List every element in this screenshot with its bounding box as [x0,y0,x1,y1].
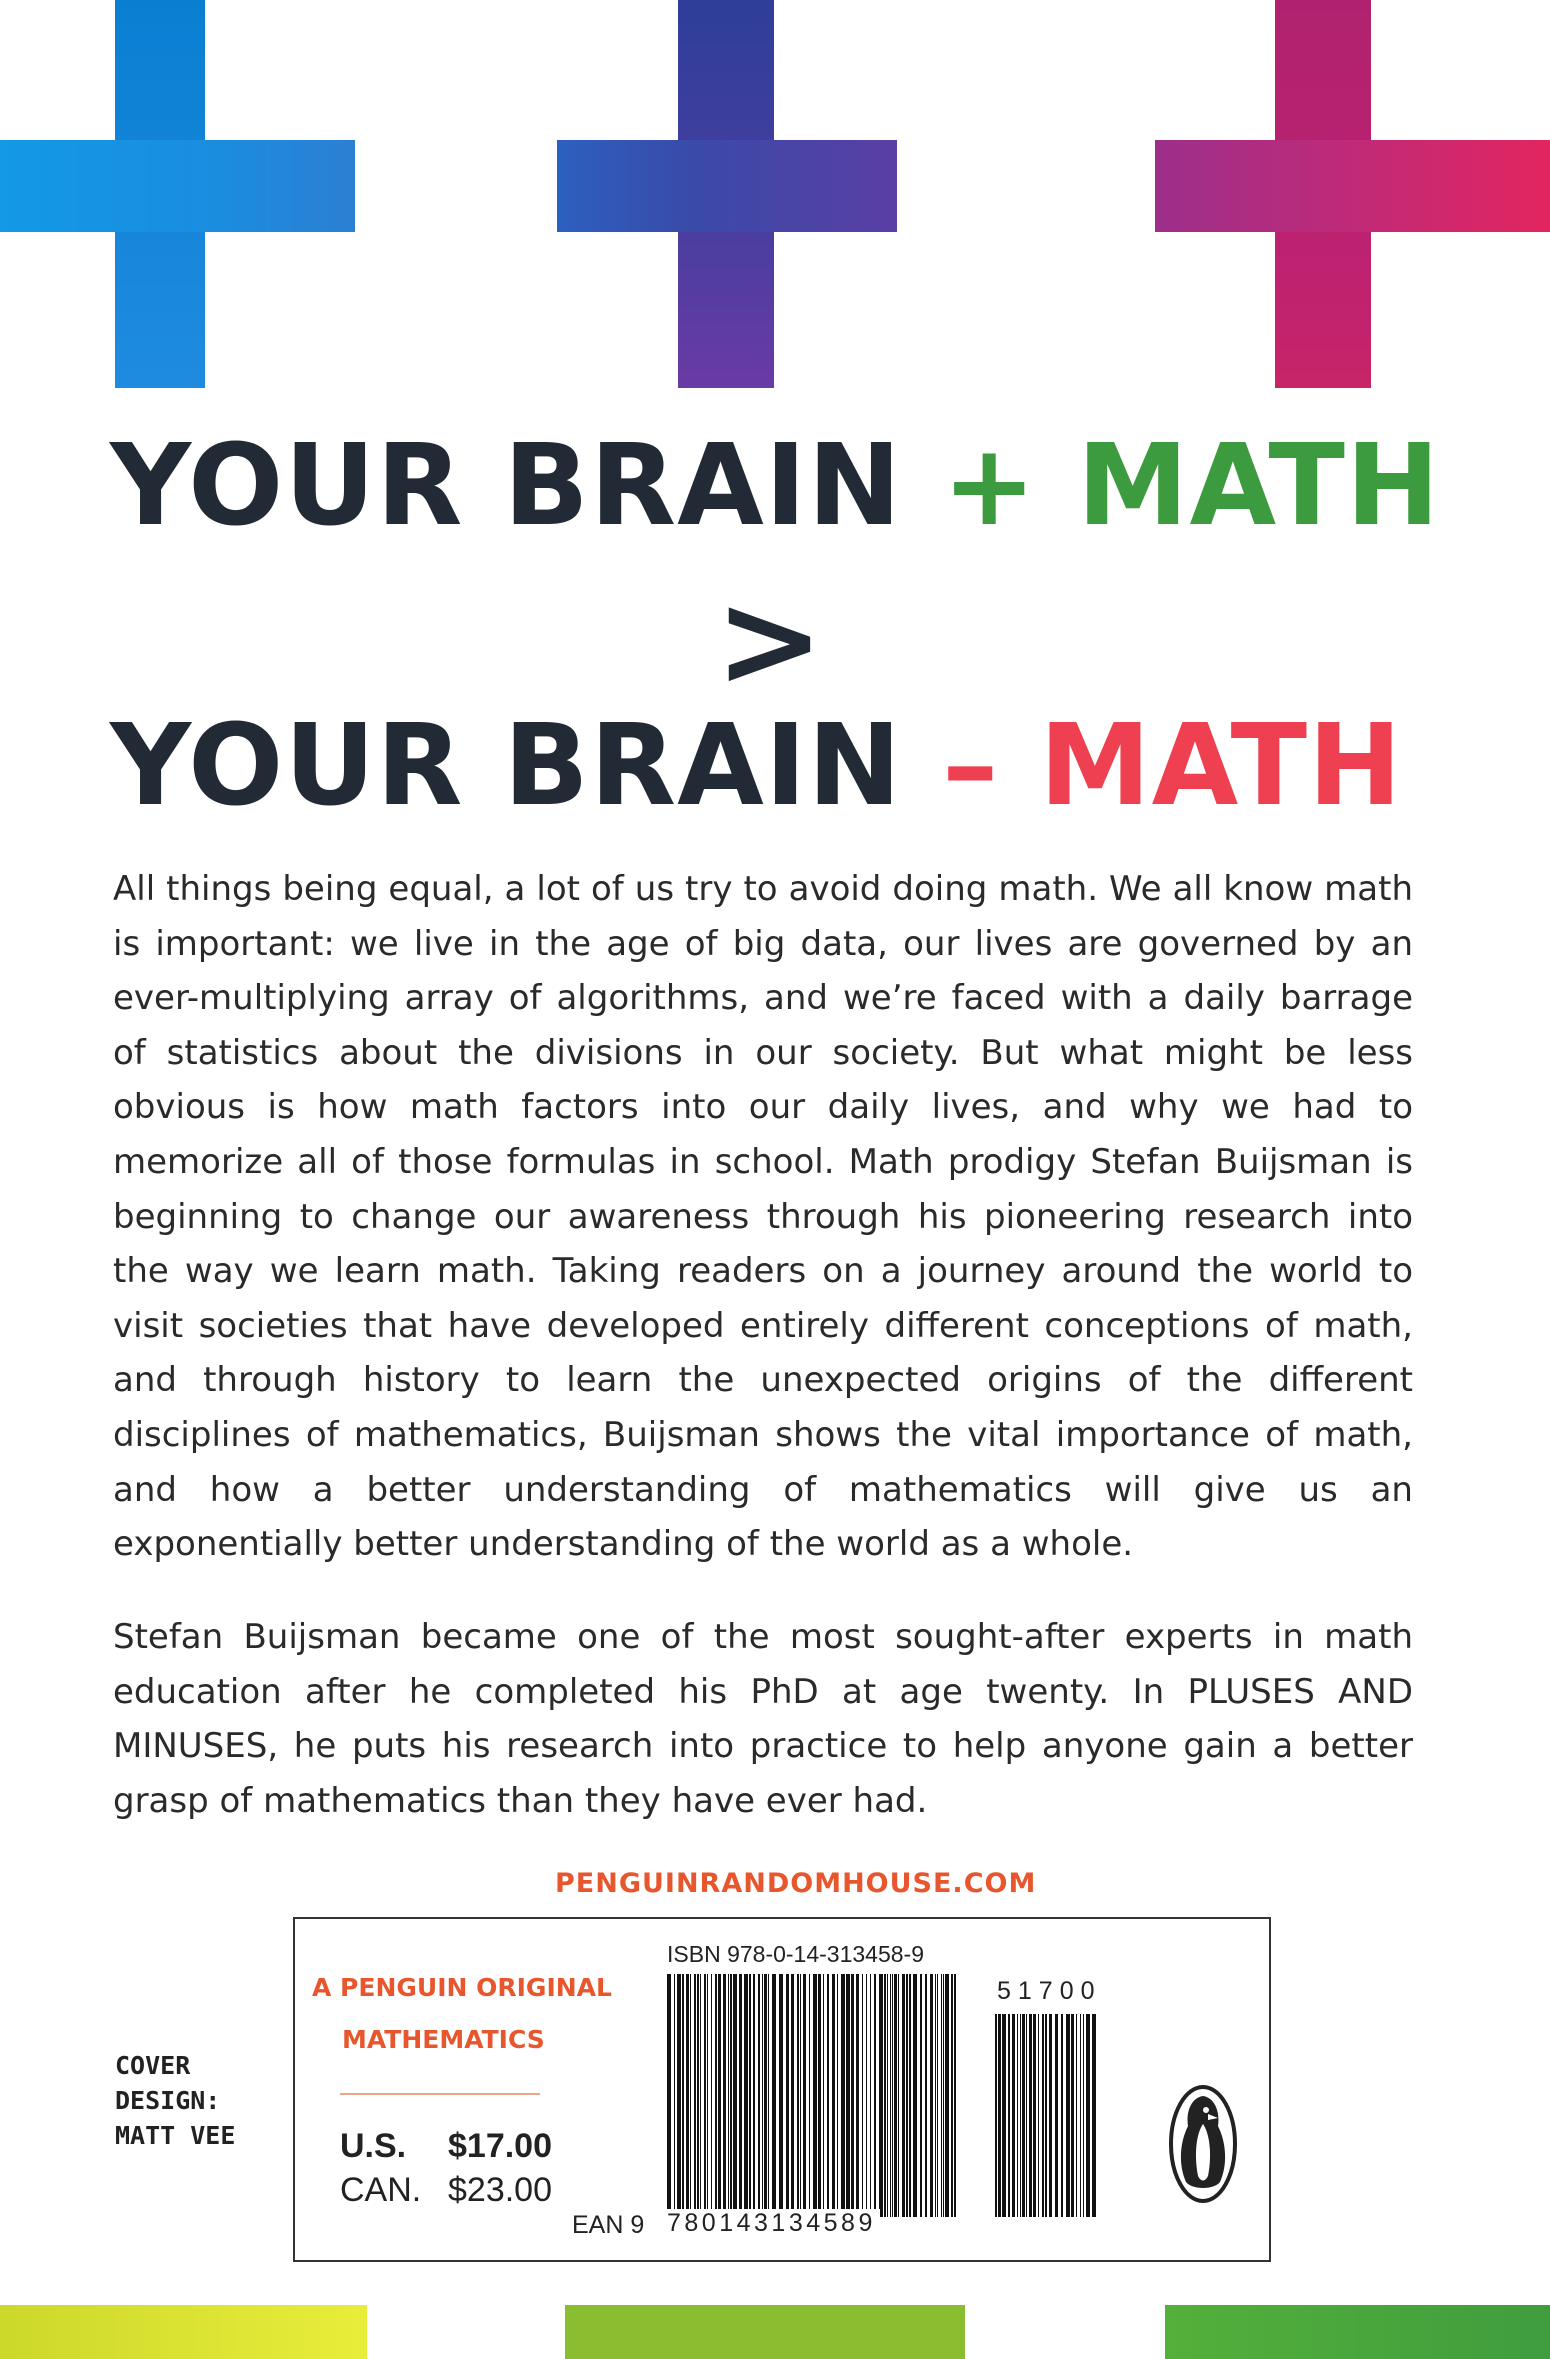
price-can-value: $23.00 [448,2171,552,2209]
ean-digits: 780143134589 [667,2209,880,2238]
penguin-logo-icon [1168,2084,1238,2204]
ean-label: EAN 9 [572,2211,645,2239]
credit-line: MATT VEE [115,2121,236,2150]
decorative-stripe-green [1165,2305,1550,2359]
headline-line-1 [110,421,1441,551]
author-bio-paragraph: Stefan Buijsman became one of the most sought-after experts in math education after he completed his PhD at age twenty. In PLUSES AND MINUSES, he puts his research into practice to help anyone gain a better grasp of mathematics than they have ever had. [113,1617,1413,1821]
headline-your-brain: YOUR BRAIN [110,701,903,831]
price-us-value: $17.00 [448,2127,552,2165]
description-paragraph: All things being equal, a lot of us try to avoid doing math. We all know math is important: we live in the age of big data, our lives are governed by an ever-multiplying array of algorithms, and we’re faced with a daily barrage of statistics about the divisions in our society. But what might be less obvious is how math factors into our daily lives, and why we had to memorize all of those formulas in school. Math prodigy Stefan Buijsman is beginning to change our awareness through his pioneering research into the way we learn math. Taking readers on a journey around the world to visit societies that have developed entirely different conceptions of math, and through history to learn the unexpected origins of the different disciplines of mathematics, Buijsman shows the vital importance of math, and how a better understanding of mathematics will give us an exponentially better understanding of the world as a whole. [113,869,1413,1565]
decorative-stripe-lime [565,2305,965,2359]
cover-design-credit [115,2048,235,2153]
headline-greater-than: > [715,564,824,716]
divider [340,2093,540,2095]
price-can-row [340,2171,552,2210]
isbn-label: ISBN 978-0-14-313458-9 [667,1941,924,1967]
credit-line: COVER [115,2051,191,2080]
price-can-label: CAN. [340,2171,422,2209]
credit-line: DESIGN: [115,2086,221,2115]
headline-minus-math: – MATH [942,701,1403,831]
price-barcode-box [293,1917,1271,2262]
price-us-label: U.S. [340,2127,407,2165]
addon-digits: 51700 [997,1977,1102,2005]
publisher-website: PENGUINRANDOMHOUSE.COM [555,1868,1037,1899]
headline-plus-math: + MATH [942,421,1441,551]
decorative-stripe-yellow [0,2305,367,2359]
price-us-row [340,2127,552,2166]
barcode-addon [995,2014,1100,2217]
headline-line-2 [110,701,1403,831]
headline-your-brain: YOUR BRAIN [110,421,903,551]
barcode-main [667,1974,957,2217]
category-label: MATHEMATICS [342,2025,545,2054]
imprint-label: A PENGUIN ORIGINAL [312,1973,612,2002]
